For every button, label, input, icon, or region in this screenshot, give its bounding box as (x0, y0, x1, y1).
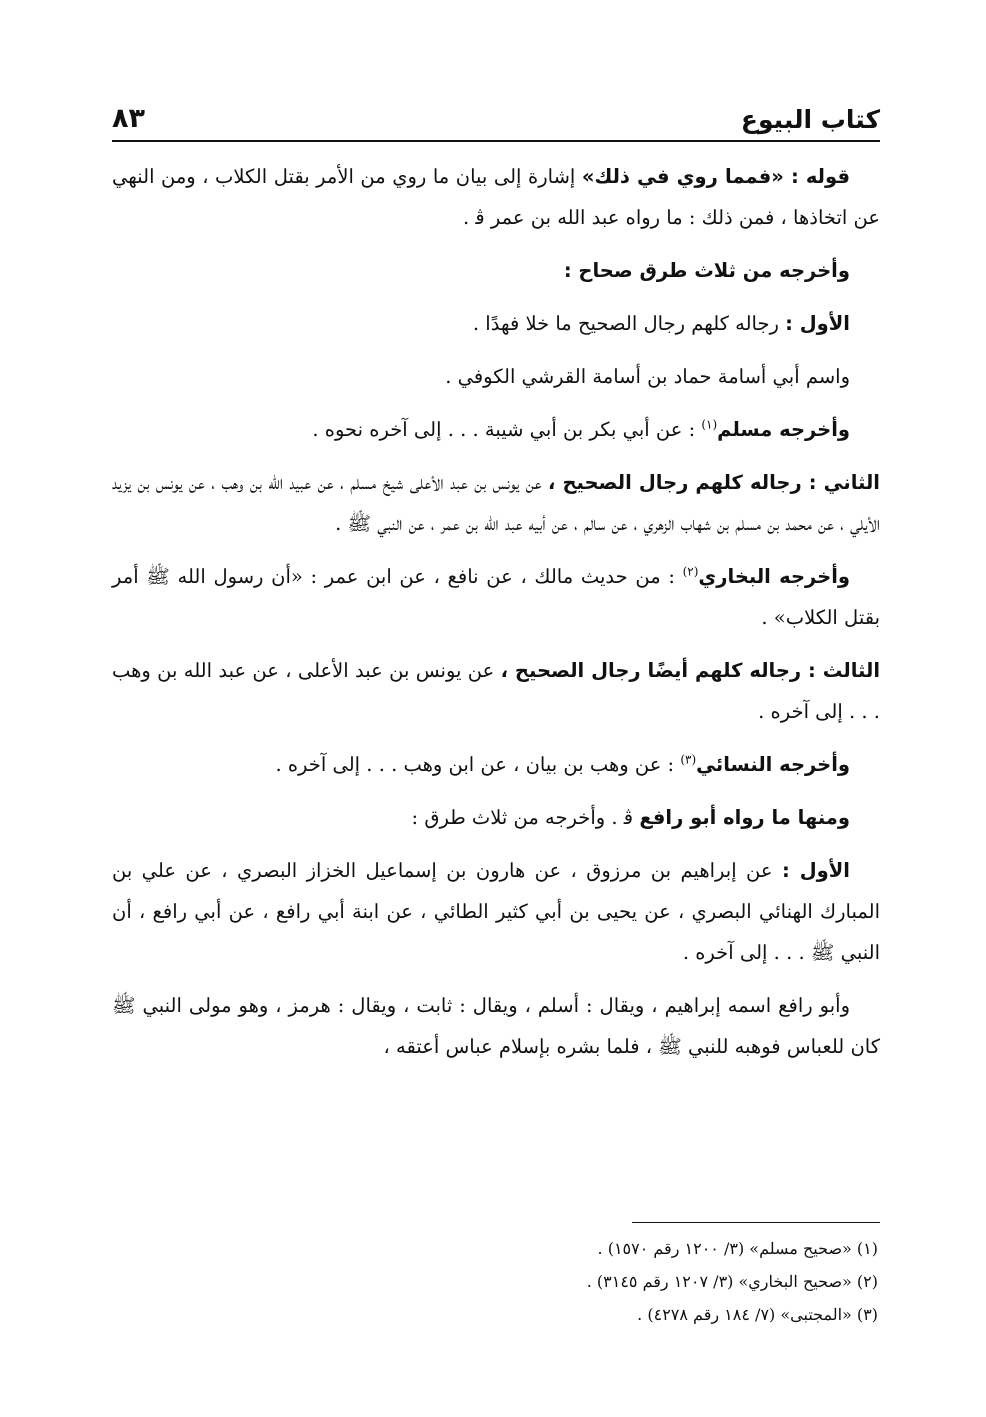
footnote-ref: (٢) (682, 564, 699, 579)
paragraph-text: وأبو رافع اسمه إبراهيم ، ويقال : أسلم ، ويقال : ثابت ، ويقال : هرمز ، وهو مولى النبي ﷺ كان للعباس فوهبه للنبي ﷺ ، فلما بشره بإسلام عباس أعتقه ، (112, 994, 880, 1058)
paragraph-lead: الأول : (785, 312, 850, 335)
footnote: (٢) «صحيح البخاري» (٣/ ١٢٠٧ رقم ٣١٤٥) . (586, 1272, 878, 1291)
paragraph (112, 650, 880, 732)
paragraph (112, 744, 880, 785)
paragraph-text: : عن وهب بن بيان ، عن ابن وهب . . . إلى آخره . (275, 753, 681, 776)
paragraph-text: ﭬ . وأخرجه من ثلاث طرق : (411, 806, 640, 829)
paragraph-lead: الثاني : رجاله كلهم رجال الصحيح ، (547, 471, 880, 494)
paragraph-text: رجاله كلهم رجال الصحيح ما خلا فهدًا . (472, 312, 786, 335)
paragraph-lead: الأول : (781, 859, 850, 882)
paragraph-lead: ومنها ما رواه أبو رافع (639, 806, 850, 829)
footnote: (٣) «المجتبى» (٧/ ١٨٤ رقم ٤٢٧٨) . (637, 1305, 878, 1324)
paragraph-text: إشارة إلى بيان ما روي من الأمر بقتل الكلاب ، ومن النهي عن اتخاذها ، فمن ذلك : ما رواه عبد الله بن عمر ﭬ . (112, 165, 880, 229)
body-text (112, 156, 880, 1067)
paragraph-lead: وأخرجه النسائي (696, 753, 850, 776)
paragraph (112, 250, 880, 291)
page-number: ٨٣ (112, 103, 145, 134)
paragraph (112, 156, 880, 238)
paragraph-text: واسم أبي أسامة حماد بن أسامة القرشي الكوفي . (445, 365, 850, 388)
page (112, 88, 880, 1079)
footnote: (١) «صحيح مسلم» (٣/ ١٢٠٠ رقم ١٥٧٠) . (597, 1239, 878, 1258)
paragraph-text: : من حديث مالك ، عن نافع ، عن ابن عمر : «أن رسول الله ﷺ أمر بقتل الكلاب» . (112, 565, 880, 629)
paragraph-text: عن إبراهيم بن مرزوق ، عن هارون بن إسماعيل الخزاز البصري ، عن علي بن المبارك الهنائي البصري ، عن يحيى بن أبي كثير الطائي ، عن ابنة أبي رافع ، عن أبي رافع ، أن النبي ﷺ . . . إلى آخره . (112, 859, 880, 964)
paragraph-lead: قوله : «فمما روي في ذلك» (581, 165, 850, 188)
paragraph-text: عن يونس بن عبد الأعلى شيخ مسلم ، عن عبيد الله بن وهب ، عن يونس بن يزيد الأيلي ، عن محمد بن مسلم بن شهاب الزهري ، عن سالم ، عن أبيه عبد الله بن عمر ، عن النبي ﷺ . (112, 471, 880, 535)
footnote-divider (632, 1222, 880, 1223)
running-header (112, 88, 880, 142)
paragraph-lead: الثالث : رجاله كلهم أيضًا رجال الصحيح ، (500, 659, 880, 682)
paragraph (112, 462, 880, 544)
paragraph (112, 985, 880, 1067)
paragraph (112, 850, 880, 973)
paragraph-lead: وأخرجه البخاري (698, 565, 850, 588)
paragraph-lead: وأخرجه مسلم (717, 418, 850, 441)
paragraph (112, 556, 880, 638)
footnote-ref: (١) (701, 417, 718, 432)
paragraph (112, 303, 880, 344)
paragraph-text: : عن أبي بكر بن أبي شيبة . . . إلى آخره نحوه . (312, 418, 702, 441)
paragraph (112, 356, 880, 397)
running-title: كتاب البيوع (740, 105, 880, 134)
paragraph (112, 409, 880, 450)
paragraph-lead: وأخرجه من ثلاث طرق صحاح : (563, 259, 850, 282)
paragraph (112, 797, 880, 838)
footnote-ref: (٣) (680, 752, 697, 767)
paragraph-text: عن يونس بن عبد الأعلى ، عن عبد الله بن وهب . . . إلى آخره . (112, 659, 880, 723)
footnotes (112, 1232, 880, 1331)
